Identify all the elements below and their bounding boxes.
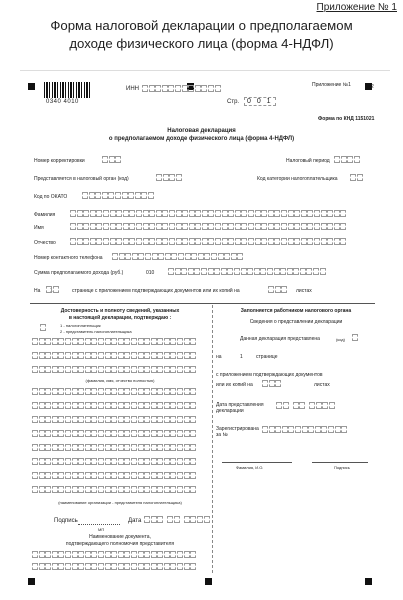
authority-field[interactable] bbox=[156, 174, 182, 181]
org-row-2[interactable] bbox=[32, 402, 197, 409]
income-label: Сумма предполагаемого дохода (руб.) bbox=[34, 270, 124, 276]
signer-date-field[interactable] bbox=[144, 516, 210, 523]
pages-text: странице с приложением подтверждающих документов или их копий на bbox=[72, 288, 240, 294]
fio-caption: (фамилия, имя, отчество полностью) bbox=[85, 378, 155, 383]
page-word: странице bbox=[256, 354, 278, 360]
correction-field[interactable] bbox=[102, 156, 122, 163]
form-top-edge bbox=[20, 70, 390, 71]
org-row-6[interactable] bbox=[32, 458, 197, 465]
left-title-1: Достоверность и полноту сведений, указанных bbox=[60, 308, 180, 314]
authority-label: Представляется в налоговый орган (код) bbox=[34, 176, 129, 182]
page-title-line2: доходе физического лица (форма 4-НДФЛ) bbox=[69, 36, 334, 51]
submitted-label: Данная декларация представлена bbox=[240, 336, 320, 342]
sign-caption: Подпись bbox=[334, 465, 350, 470]
pages-suffix: листах bbox=[296, 288, 312, 294]
page-number-field[interactable]: 0 0 1 bbox=[244, 97, 276, 106]
patronymic-field[interactable] bbox=[70, 238, 347, 245]
signer-fio-row-3[interactable] bbox=[32, 366, 197, 373]
income-field[interactable] bbox=[168, 268, 326, 275]
page-label: Стр. bbox=[227, 99, 240, 105]
name-label: Имя bbox=[34, 225, 44, 231]
income-code: 010 bbox=[146, 270, 155, 276]
right-title: Заполняется работником налогового органа bbox=[240, 308, 352, 314]
signature-line[interactable] bbox=[312, 462, 368, 463]
attach-label-2: или их копий на bbox=[216, 382, 253, 388]
phone-label: Номер контактного телефона bbox=[34, 255, 103, 261]
doc-caption-2: подтверждающего полномочия представителя bbox=[65, 541, 175, 547]
signer-fio-row-2[interactable] bbox=[32, 352, 197, 359]
appendix-label: Приложение № 1 bbox=[316, 2, 397, 13]
mp-label: МП bbox=[98, 527, 105, 532]
patronymic-label: Отчество bbox=[34, 240, 56, 246]
pages-prefix: На bbox=[34, 288, 41, 294]
date-submit-1: Дата представления bbox=[216, 402, 264, 408]
org-caption: (наименование организации - представителя налогоплательщика) bbox=[58, 500, 182, 505]
date-label: Дата bbox=[128, 518, 142, 524]
column-divider bbox=[212, 305, 213, 573]
org-row-7[interactable] bbox=[32, 472, 197, 479]
declaration-title-2: о предполагаемом доходе физического лица (форма 4-НДФЛ) bbox=[108, 136, 295, 142]
left-title-2: в настоящей декларации, подтверждаю : bbox=[68, 315, 172, 321]
sheets-label: листах bbox=[314, 382, 330, 388]
option-taxpayer: 1 - налогоплательщик bbox=[60, 323, 101, 328]
barcode-number: 0340 4010 bbox=[46, 99, 79, 105]
signer-fio-row-1[interactable] bbox=[32, 338, 197, 345]
pages-num: 1 bbox=[50, 288, 53, 294]
doc-row-2[interactable] bbox=[32, 563, 197, 570]
surname-label: Фамилия bbox=[34, 212, 56, 218]
category-label: Код категории налогоплательщика bbox=[257, 176, 338, 182]
corner-marker-tl bbox=[28, 83, 35, 90]
sign-line[interactable] bbox=[78, 524, 120, 525]
doc-caption-1: Наименование документа, bbox=[89, 534, 151, 540]
declaration-title-1: Налоговая декларация bbox=[167, 128, 236, 134]
code-label: (код) bbox=[336, 337, 345, 342]
doc-row-1[interactable] bbox=[32, 551, 197, 558]
submit-info: Сведения о представлении декларации bbox=[249, 319, 343, 325]
corner-marker-br bbox=[365, 578, 372, 585]
org-row-4[interactable] bbox=[32, 430, 197, 437]
okato-field[interactable] bbox=[82, 192, 155, 199]
phone-field[interactable] bbox=[112, 253, 244, 260]
attach-label-1: с приложением подтверждающих документов bbox=[216, 372, 323, 378]
submit-date-field[interactable] bbox=[276, 402, 336, 409]
knd-label: Форма по КНД 1151021 bbox=[318, 116, 375, 122]
period-field[interactable] bbox=[334, 156, 360, 163]
on-label: на bbox=[216, 354, 222, 360]
barcode-image bbox=[44, 82, 90, 98]
page-title-line1: Форма налоговой декларации о предполагаемом bbox=[50, 18, 353, 33]
inn-field[interactable] bbox=[142, 85, 221, 92]
inn-label: ИНН bbox=[126, 86, 139, 92]
okato-label: Код по ОКАТО bbox=[34, 194, 68, 200]
pages-field[interactable] bbox=[46, 286, 59, 293]
org-row-3[interactable] bbox=[32, 416, 197, 423]
correction-label: Номер корректировки bbox=[34, 158, 85, 164]
org-row-8[interactable] bbox=[32, 486, 197, 493]
org-row-1[interactable] bbox=[32, 388, 197, 395]
page-one: 1 bbox=[240, 354, 243, 360]
appendix-small: Приложение №1 bbox=[312, 82, 351, 88]
attach-sheets-field[interactable] bbox=[262, 380, 282, 387]
signer-type-field[interactable] bbox=[40, 324, 47, 331]
corner-number: 2 bbox=[371, 84, 374, 90]
sign-label: Подпись bbox=[54, 518, 78, 524]
registration-field[interactable] bbox=[262, 426, 348, 433]
section-divider bbox=[30, 303, 375, 304]
sheets-field[interactable] bbox=[268, 286, 288, 293]
surname-field[interactable] bbox=[70, 210, 347, 217]
reg-label-1: Зарегистрирована bbox=[216, 426, 259, 432]
reg-label-2: за № bbox=[216, 432, 228, 438]
submission-code-field[interactable] bbox=[352, 334, 359, 341]
date-submit-2: декларации bbox=[216, 408, 244, 414]
name-field[interactable] bbox=[70, 223, 347, 230]
option-representative: 2 - представитель налогоплательщика bbox=[60, 329, 132, 334]
fio-sign-line[interactable] bbox=[222, 462, 292, 463]
corner-marker-bl bbox=[28, 578, 35, 585]
category-field[interactable] bbox=[350, 174, 363, 181]
fio-sign-caption: Фамилия, И.О. bbox=[236, 465, 264, 470]
corner-marker-bm bbox=[205, 578, 212, 585]
org-row-5[interactable] bbox=[32, 444, 197, 451]
period-label: Налоговый период bbox=[286, 158, 330, 164]
